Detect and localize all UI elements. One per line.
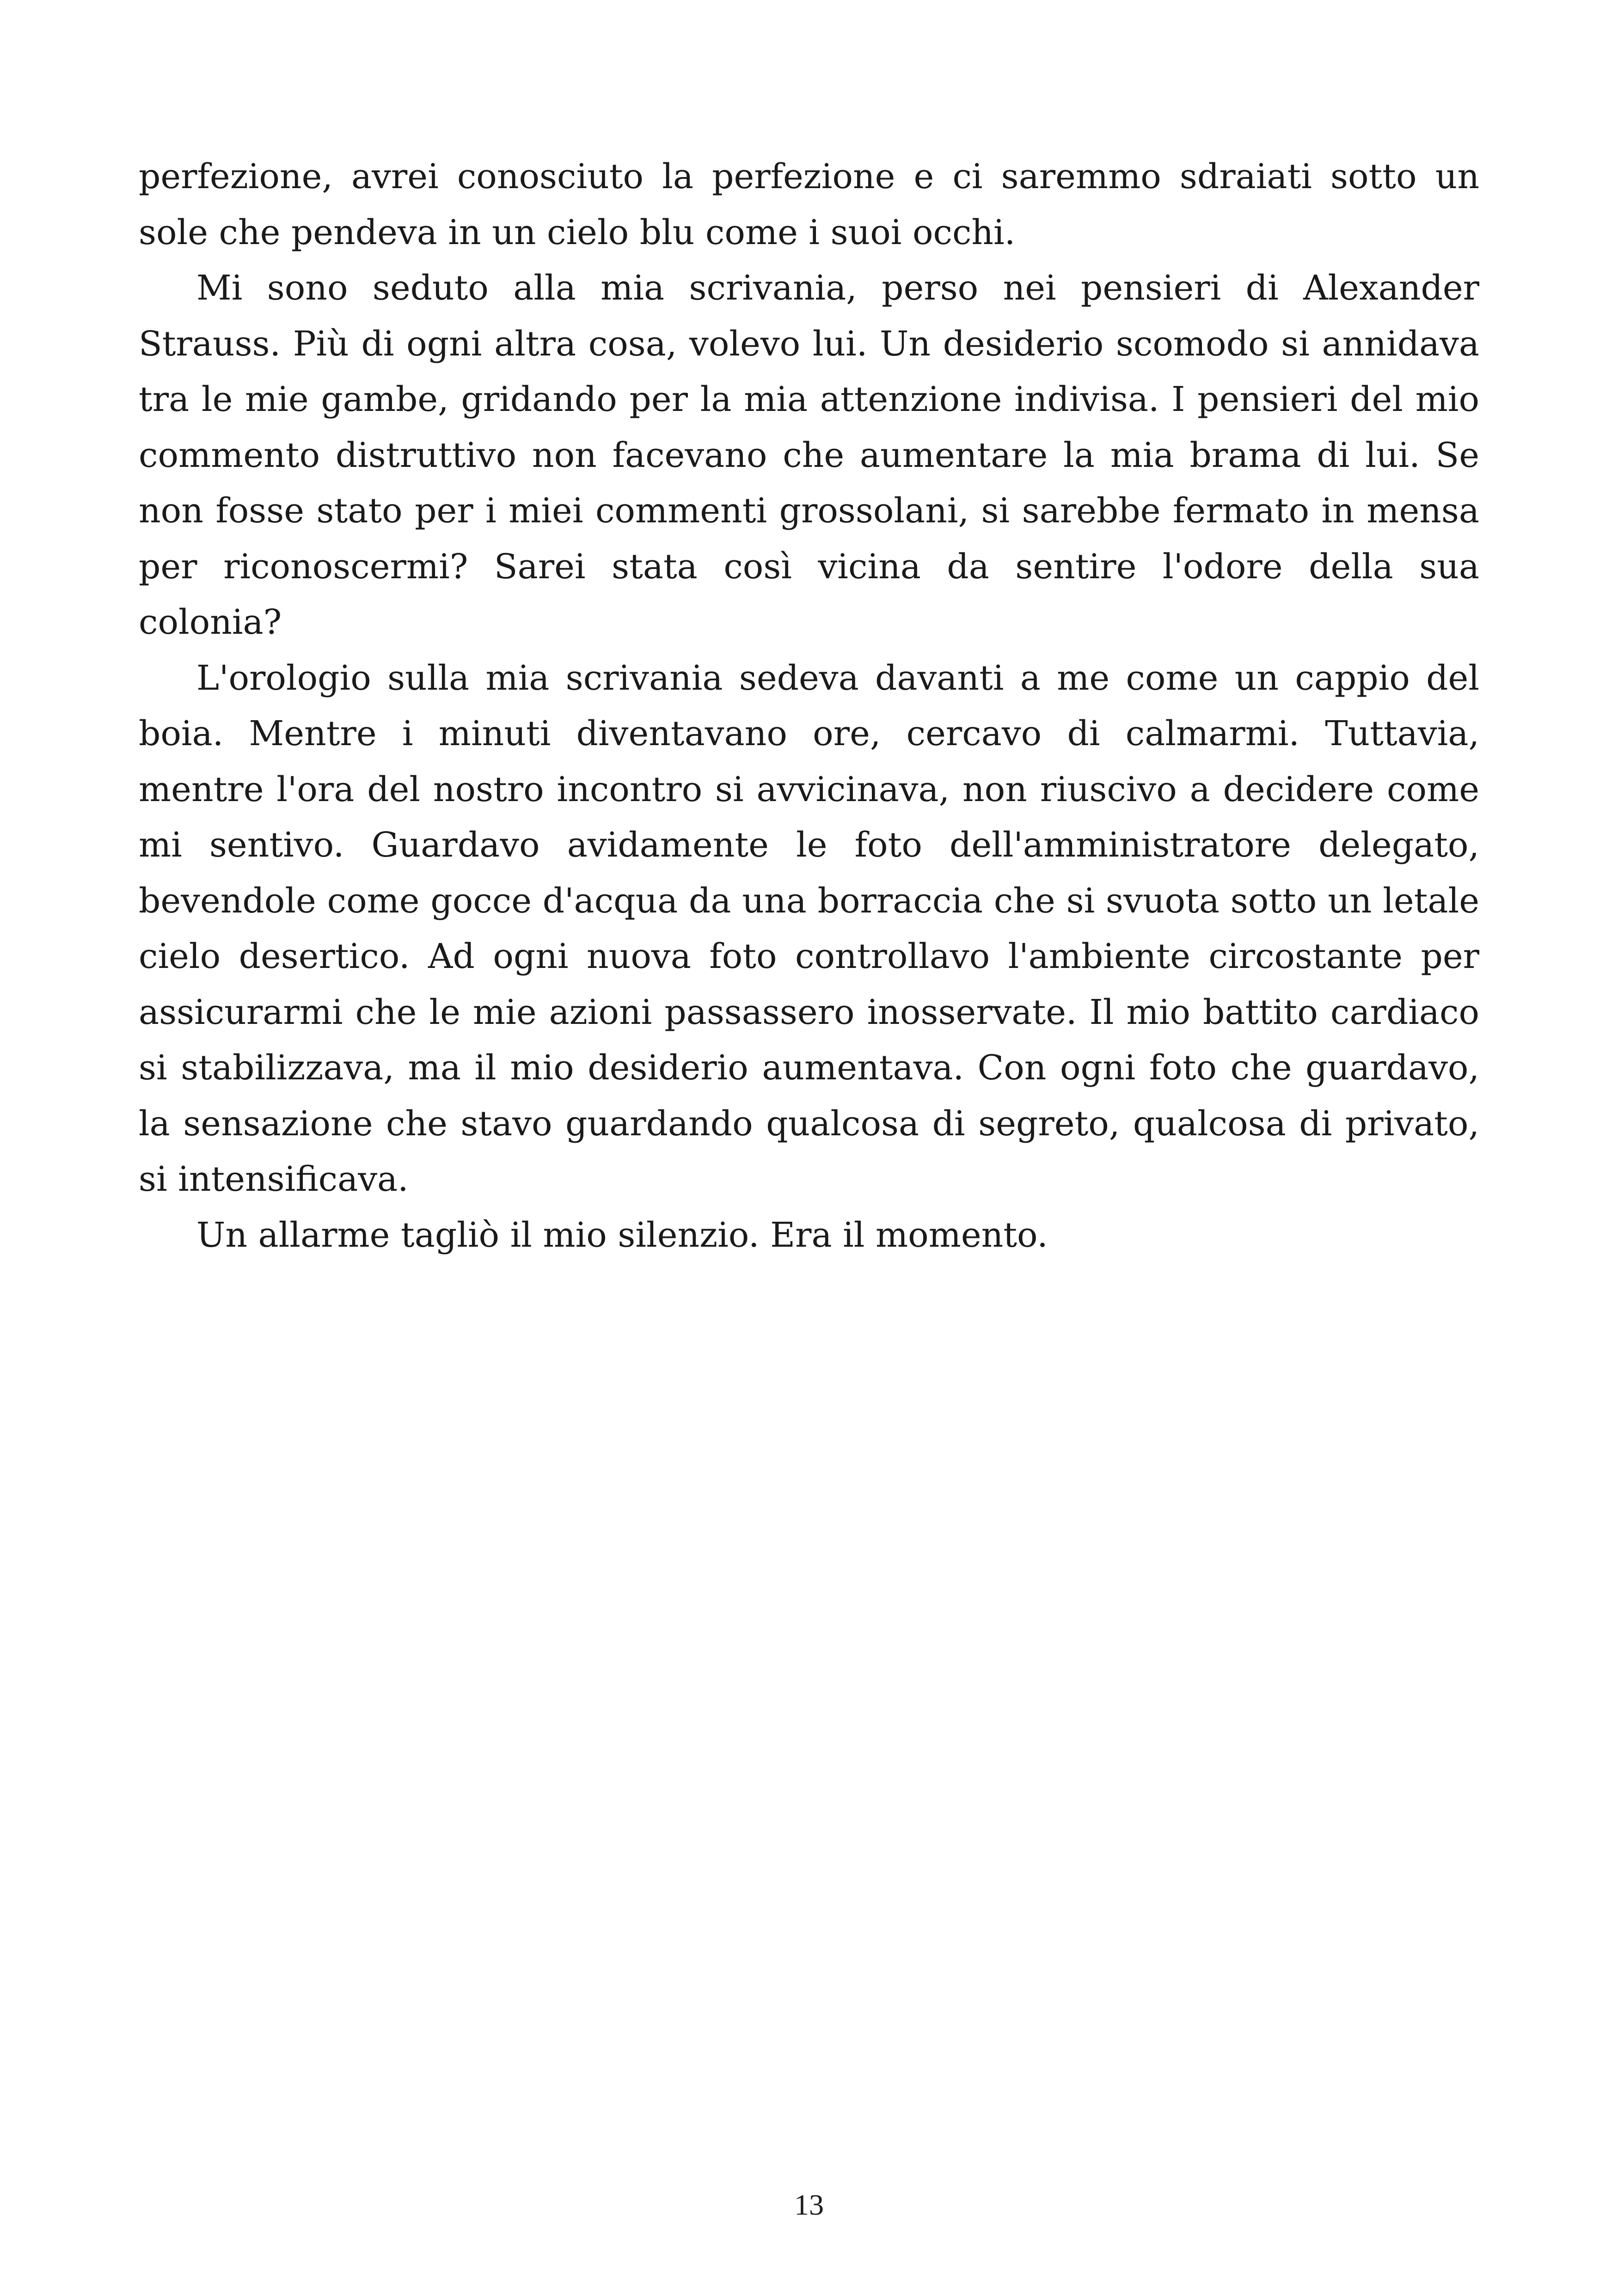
paragraph-desk-thoughts: Mi sono seduto alla mia scrivania, perso nei pensieri di Alexander Strauss. Più di ogni altra cosa, volevo lui. Un desiderio scomodo si annidava tra le mie gambe, gridando per la mia attenzione indivisa. I pensieri del mio commento distruttivo non facevano che aumentare la mia brama di lui. Se non fosse stato per i miei commenti grossolani, si sarebbe fermato in mensa per riconoscermi? Sarei stata così vicina da sentire l'odore della sua colonia? [139, 268, 1479, 642]
paragraph-continuation: perfezione, avrei conosciuto la perfezione e ci saremmo sdraiati sotto un sole che pendeva in un cielo blu come i suoi occhi. [139, 157, 1479, 252]
paragraph-alarm: Un allarme tagliò il mio silenzio. Era il momento. [196, 1215, 1048, 1255]
page-number: 13 [794, 2188, 824, 2221]
paragraph-clock-photos: L'orologio sulla mia scrivania sedeva davanti a me come un cappio del boia. Mentre i minuti diventavano ore, cercavo di calmarmi. Tuttavia, mentre l'ora del nostro incontro si avvicinava, non riuscivo a decidere come mi sentivo. Guardavo avidamente le foto dell'amministratore delegato, bevendole come gocce d'acqua da una borraccia che si svuota sotto un letale cielo desertico. Ad ogni nuova foto controllavo l'ambiente circostante per assicurarmi che le mie azioni passassero inosservate. Il mio battito cardiaco si stabilizzava, ma il mio desiderio aumentava. Con ogni foto che guardavo, la sensazione che stavo guardando qualcosa di segreto, qualcosa di privato, si intensificava. [139, 658, 1479, 1199]
body-text [139, 149, 1479, 1263]
